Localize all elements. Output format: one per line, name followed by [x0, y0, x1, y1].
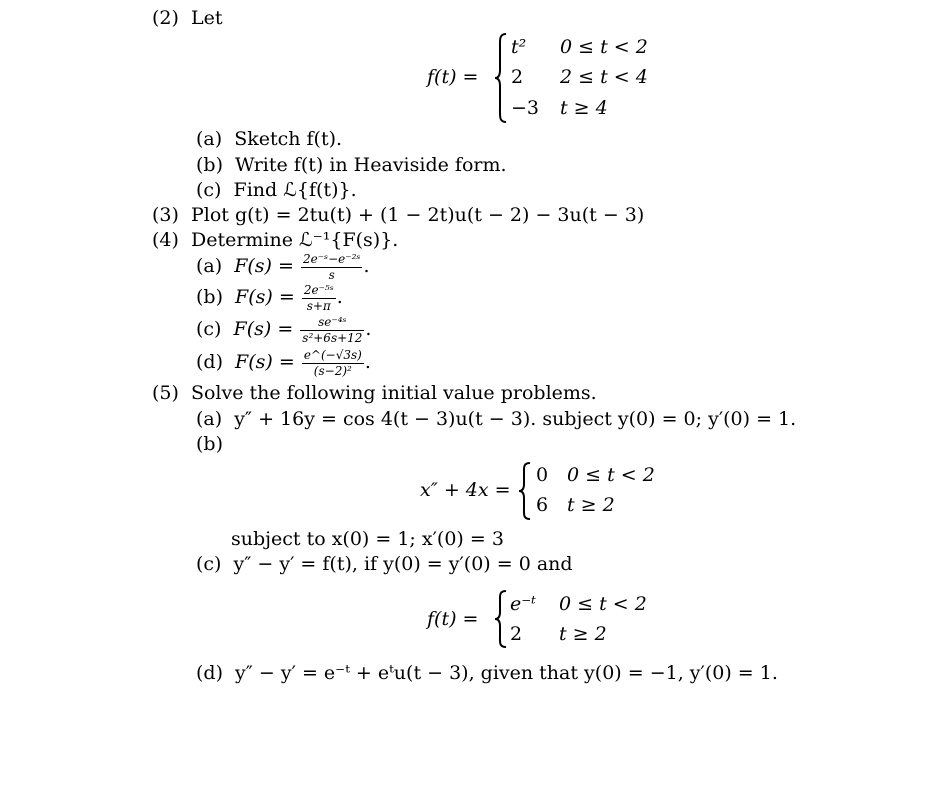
problem-2b-label: (b) [196, 154, 223, 176]
problem-4b-num: 2e⁻⁵ˢ [303, 283, 334, 297]
problem-4b-fraction [302, 284, 336, 312]
problem-5c-label: (c) [196, 553, 222, 575]
problem-4a: (a) F(s) = $\frac{\text{2e⁻ˢ−e⁻²ˢ}}{s}$ . [196, 252, 370, 282]
problem-5-text: Solve the following initial value problems. [190, 382, 597, 404]
problem-2-label: (2) [152, 7, 179, 29]
problem-5-label: (5) [152, 382, 179, 404]
problem-5c-row1-cond: 0 ≤ t < 2 [559, 593, 647, 615]
problem-5d-label: (d) [196, 662, 223, 684]
problem-4d-fraction [302, 349, 364, 377]
problem-2b [196, 156, 507, 175]
problem-5a-label: (a) [196, 408, 223, 430]
problem-4a-num: 2e⁻ˢ−e⁻²ˢ [302, 252, 361, 266]
problem-3-text: Plot g(t) = 2tu(t) + (1 − 2t)u(t − 2) − 3u(t − 3) [190, 204, 645, 226]
problem-5c-text: y″ − y′ = f(t), if y(0) = y′(0) = 0 and [233, 553, 573, 575]
problem-5c-row1-expr: e⁻ᵗ [510, 593, 536, 615]
problem-4a-fraction [301, 253, 362, 281]
problem-4 [152, 231, 398, 250]
problem-5c-row2-cond: t ≥ 2 [559, 623, 607, 645]
problem-4b-lhs: F(s) = [235, 286, 295, 309]
problem-2a-text: Sketch f(t). [234, 128, 343, 150]
problem-3 [152, 206, 644, 225]
problem-4d-den: (s−2)² [313, 363, 352, 378]
problem-2b-text: Write f(t) in Heaviside form. [235, 154, 507, 176]
problem-4c-den: s²+6s+12 [302, 330, 363, 345]
problem-5c-lhs: f(t) = [427, 608, 479, 630]
fdef-row3-cond: t ≥ 4 [560, 97, 608, 119]
problem-4d: (d) F(s) = $\frac{e\^{}(-√3s)}{\text{(s−2)²}}$ . [196, 348, 371, 378]
problem-4a-lhs: F(s) = [234, 255, 294, 278]
problem-5b-subject: subject to x(0) = 1; x′(0) = 3 [231, 528, 504, 550]
problem-4a-label: (a) [196, 255, 223, 278]
problem-4-text: Determine ℒ⁻¹{F(s)}. [190, 229, 399, 251]
fdef-row1-cond: 0 ≤ t < 2 [560, 36, 648, 58]
fdef-lhs: f(t) = [427, 66, 479, 88]
problem-2c-label: (c) [196, 179, 222, 201]
problem-2c [196, 181, 357, 200]
problem-4b-den: s+π [306, 298, 331, 313]
problem-5b-lhs: x″ + 4x = [420, 479, 511, 501]
piecewise-brace-icon [518, 461, 532, 521]
clipped-previous-line [190, 0, 196, 6]
problem-5b-label: (b) [196, 433, 223, 455]
problem-5b-row2-expr: 6 [536, 494, 549, 516]
fdef-row2-expr: 2 [511, 66, 524, 88]
problem-2a-label: (a) [196, 128, 223, 150]
problem-4c-lhs: F(s) = [233, 318, 294, 341]
piecewise-brace-icon [494, 32, 508, 124]
problem-5b-row1-expr: 0 [536, 464, 549, 486]
problem-5a-text: y″ + 16y = cos 4(t − 3)u(t − 3). subject y(0) = 0; y′(0) = 1. [234, 408, 797, 430]
problem-4c-fraction [300, 316, 364, 344]
problem-5c-row2-expr: 2 [510, 623, 523, 645]
piecewise-brace-icon [494, 589, 508, 649]
problem-4-label: (4) [152, 229, 179, 251]
problem-2-intro: Let [190, 7, 223, 29]
fdef-row2-cond: 2 ≤ t < 4 [560, 66, 648, 88]
problem-5d [196, 664, 778, 683]
problem-2-header [152, 9, 222, 28]
fdef-row1-expr: t² [511, 36, 527, 58]
problem-5 [152, 384, 597, 403]
problem-3-label: (3) [152, 204, 179, 226]
problem-4d-lhs: F(s) = [235, 351, 295, 374]
problem-2a [196, 130, 342, 149]
problem-4c-num: se⁻⁴ˢ [300, 316, 364, 331]
problem-4a-den: s [328, 267, 335, 282]
problem-4c: (c) F(s) = $\frac{\text{se⁻⁴ˢ}}{\text{s²+6s+12}}$ . [196, 315, 372, 345]
problem-4c-label: (c) [196, 318, 222, 341]
problem-5b-row1-cond: 0 ≤ t < 2 [567, 464, 655, 486]
problem-2c-text: Find ℒ{f(t)}. [233, 179, 357, 201]
fdef-row3-expr: −3 [511, 97, 540, 119]
problem-5c [196, 555, 573, 574]
problem-5d-text: y″ − y′ = e⁻ᵗ + eᵗu(t − 3), given that y(0) = −1, y′(0) = 1. [235, 662, 778, 684]
problem-4d-label: (d) [196, 351, 223, 374]
problem-4b-label: (b) [196, 286, 223, 309]
problem-4b: (b) F(s) = $\frac{\text{2e⁻⁵ˢ}}{s+\pi}$ . [196, 283, 343, 313]
problem-5b-row2-cond: t ≥ 2 [567, 494, 615, 516]
problem-5a [196, 410, 796, 429]
problem-4d-num: e^(−√3s) [303, 348, 362, 362]
